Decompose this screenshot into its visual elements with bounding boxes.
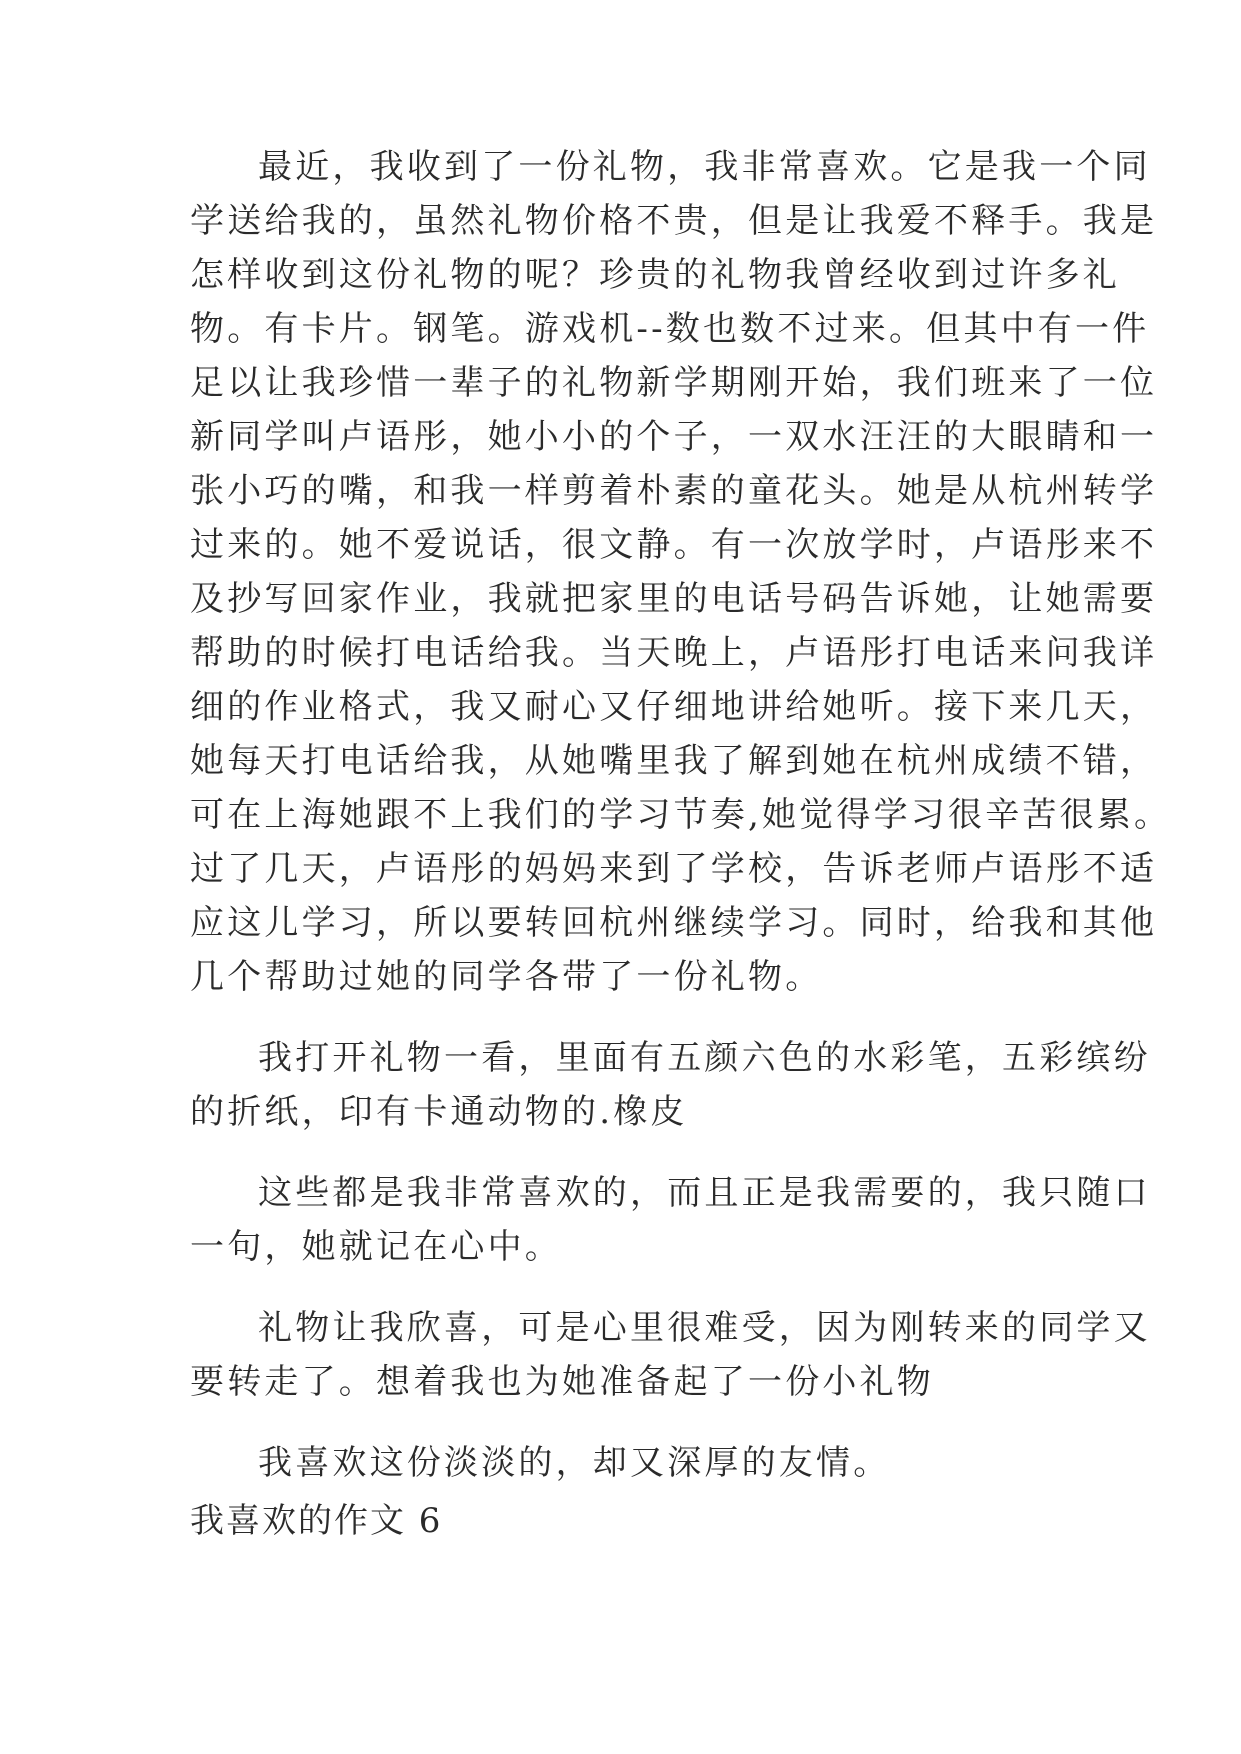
paragraph-1-line-5: 足以让我珍惜一辈子的礼物新学期刚开始，我们班来了一位 [190, 363, 1158, 403]
paragraph-1-line-11: 细的作业格式，我又耐心又仔细地讲给她听。接下来几天， [190, 687, 1158, 727]
paragraph-1-line-9: 及抄写回家作业，我就把家里的电话号码告诉她，让她需要 [190, 579, 1158, 619]
paragraph-4-line-1: 礼物让我欣喜，可是心里很难受，因为刚转来的同学又 [258, 1308, 1151, 1348]
paragraph-1-line-7: 张小巧的嘴，和我一样剪着朴素的童花头。她是从杭州转学 [190, 471, 1158, 511]
paragraph-1-line-8: 过来的。她不爱说话，很文静。有一次放学时，卢语彤来不 [190, 525, 1158, 565]
paragraph-2-line-1: 我打开礼物一看，里面有五颜六色的水彩笔，五彩缤纷 [258, 1038, 1151, 1078]
paragraph-1-line-16: 几个帮助过她的同学各带了一份礼物。 [190, 957, 823, 997]
paragraph-1-line-13: 可在上海她跟不上我们的学习节奏,她觉得学习很辛苦很累。 [190, 795, 1172, 835]
paragraph-3-line-1: 这些都是我非常喜欢的，而且正是我需要的，我只随口 [258, 1173, 1151, 1213]
paragraph-1-line-3: 怎样收到这份礼物的呢？珍贵的礼物我曾经收到过许多礼 [190, 255, 1120, 295]
paragraph-1-line-4: 物。有卡片。钢笔。游戏机--数也数不过来。但其中有一件 [190, 309, 1150, 349]
paragraph-5-line-1: 我喜欢这份淡淡的，却又深厚的友情。 [258, 1443, 891, 1483]
paragraph-1-line-14: 过了几天，卢语彤的妈妈来到了学校，告诉老师卢语彤不适 [190, 849, 1158, 889]
paragraph-3-line-2: 一句，她就记在心中。 [190, 1227, 562, 1267]
paragraph-1-line-1: 最近，我收到了一份礼物，我非常喜欢。它是我一个同 [258, 147, 1151, 187]
paragraph-1-line-12: 她每天打电话给我，从她嘴里我了解到她在杭州成绩不错， [190, 741, 1158, 781]
paragraph-1-line-15: 应这儿学习，所以要转回杭州继续学习。同时，给我和其他 [190, 903, 1158, 943]
paragraph-4-line-2: 要转走了。想着我也为她准备起了一份小礼物 [190, 1362, 934, 1402]
paragraph-2-line-2: 的折纸，印有卡通动物的.橡皮 [190, 1092, 688, 1132]
paragraph-1-line-6: 新同学叫卢语彤，她小小的个子，一双水汪汪的大眼睛和一 [190, 417, 1158, 457]
section-heading: 我喜欢的作文 6 [190, 1501, 443, 1541]
paragraph-1-line-2: 学送给我的，虽然礼物价格不贵，但是让我爱不释手。我是 [190, 201, 1158, 241]
paragraph-1-line-10: 帮助的时候打电话给我。当天晚上，卢语彤打电话来问我详 [190, 633, 1158, 673]
